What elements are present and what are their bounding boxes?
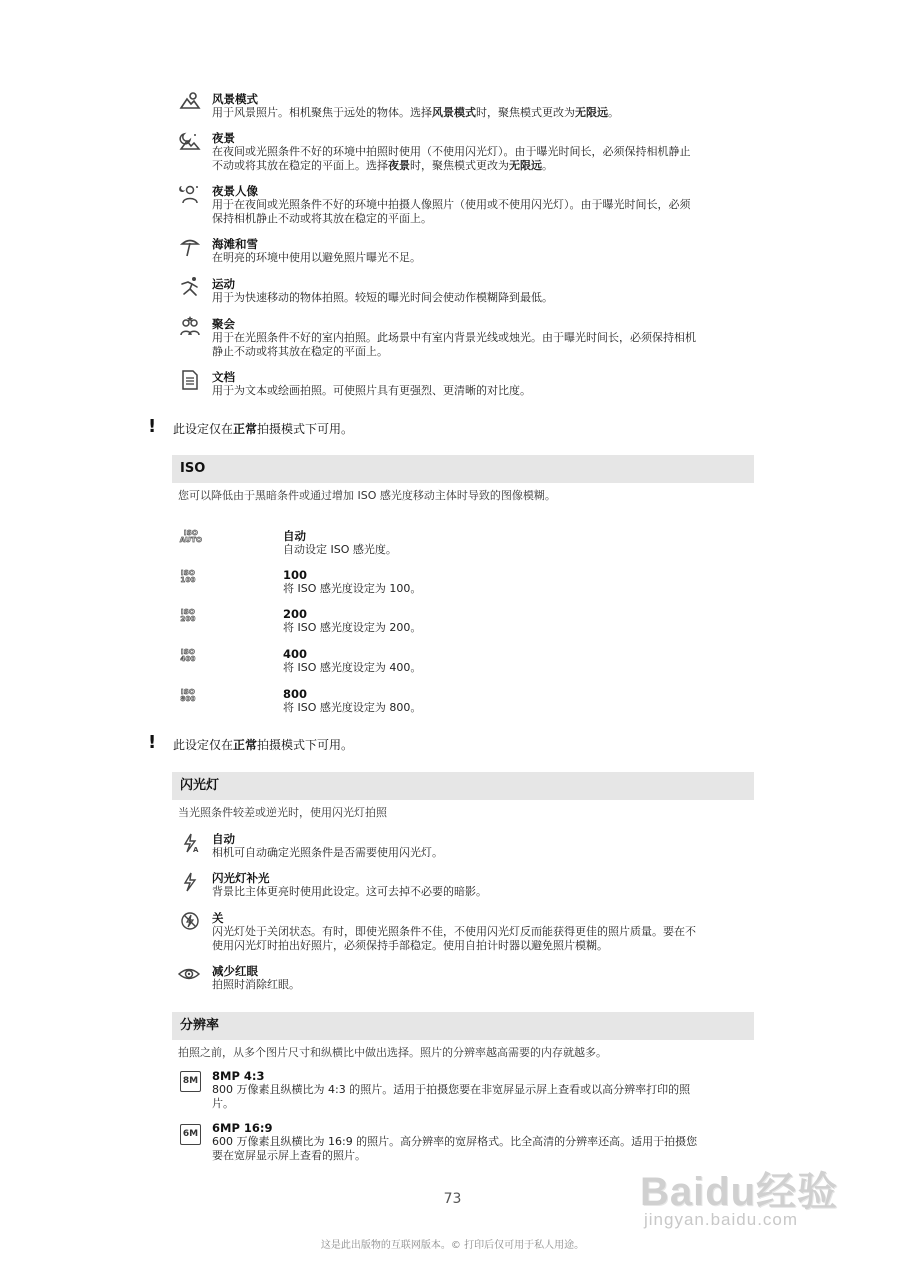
warning-icon: ! — [148, 732, 157, 753]
iso-option-desc: 将 ISO 感光度设定为 200。 — [283, 621, 422, 634]
iso-200-icon: ISO 200 — [180, 608, 196, 623]
page-number: 73 — [443, 1191, 462, 1207]
warning-icon: ! — [148, 416, 157, 437]
flash-option-title: 自动 — [212, 832, 235, 846]
flash-option-title: 减少红眼 — [212, 964, 258, 978]
8mp-icon: 8M — [180, 1071, 201, 1092]
iso-option-title: 100 — [283, 568, 308, 582]
iso-option-title: 400 — [283, 647, 308, 661]
watermark-url: jingyan.baidu.com — [644, 1210, 799, 1229]
flash-option-desc: 拍照时消除红眼。 — [212, 978, 300, 991]
sports-runner-icon — [179, 275, 201, 297]
scene-desc: 用于风景照片。相机聚焦于远处的物体。选择风景模式时，聚焦模式更改为无限远。 — [212, 106, 619, 119]
6mp-icon: 6M — [180, 1124, 201, 1145]
scene-desc: 用于在夜间或光照条件不好的环境中拍摄人像照片（使用或不使用闪光灯）。由于曝光时间长，必须 — [212, 198, 691, 211]
iso-option-title: 自动 — [283, 529, 306, 543]
iso-400-icon: ISO 400 — [180, 648, 196, 663]
scene-title: 风景模式 — [212, 92, 258, 106]
flash-section-desc: 当光照条件较差或逆光时，使用闪光灯拍照 — [178, 806, 387, 819]
iso-section-desc: 您可以降低由于黑暗条件或通过增加 ISO 感光度移动主体时导致的图像模糊。 — [178, 489, 556, 502]
scene-desc: 在明亮的环境中使用以避免照片曝光不足。 — [212, 251, 421, 264]
iso-option-title: 200 — [283, 607, 308, 621]
beach-umbrella-icon — [179, 236, 201, 258]
flash-off-icon — [179, 910, 201, 932]
scene-title: 聚会 — [212, 317, 235, 331]
mode-note: 此设定仅在正常拍摄模式下可用。 — [173, 738, 354, 752]
iso-option-desc: 将 ISO 感光度设定为 100。 — [283, 582, 422, 595]
iso-option-desc: 自动设定 ISO 感光度。 — [283, 543, 397, 556]
iso-auto-icon: ISO AUTO — [179, 529, 203, 544]
resolution-option-desc: 片。 — [212, 1097, 234, 1110]
flash-fill-icon — [179, 871, 201, 893]
iso-option-desc: 将 ISO 感光度设定为 400。 — [283, 661, 422, 674]
resolution-section-desc: 拍照之前，从多个图片尺寸和纵横比中做出选择。照片的分辨率越高需要的内存就越多。 — [178, 1046, 607, 1059]
flash-auto-icon — [179, 832, 201, 854]
footer-note: 这是此出版物的互联网版本。© 打印后仅可用于私人用途。 — [320, 1240, 585, 1251]
flash-option-desc: 背景比主体更亮时使用此设定。这可去掉不必要的暗影。 — [212, 885, 487, 898]
scene-desc: 不动或将其放在稳定的平面上。选择夜景时，聚焦模式更改为无限远。 — [212, 159, 553, 172]
mode-note: 此设定仅在正常拍摄模式下可用。 — [173, 422, 354, 436]
baidu-watermark — [640, 1160, 890, 1240]
scene-desc: 用于在光照条件不好的室内拍照。此场景中有室内背景光线或烛光。由于曝光时间长，必须保持相机 — [212, 331, 696, 344]
night-scene-icon — [179, 130, 201, 152]
red-eye-icon — [177, 963, 201, 985]
scene-desc: 保持相机静止不动或将其放在稳定的平面上。 — [212, 212, 432, 225]
scene-title: 运动 — [212, 277, 235, 291]
iso-option-title: 800 — [283, 687, 308, 701]
resolution-option-desc: 800 万像素且纵横比为 4:3 的照片。适用于拍摄您要在非宽屏显示屏上查看或以高分辨率打印的照 — [212, 1083, 691, 1096]
iso-option-desc: 将 ISO 感光度设定为 800。 — [283, 701, 422, 714]
resolution-option-title: 8MP 4:3 — [212, 1069, 265, 1083]
iso-100-icon: ISO 100 — [180, 569, 196, 584]
svg-text:A: A — [193, 846, 199, 854]
scene-desc: 静止不动或将其放在稳定的平面上。 — [212, 345, 388, 358]
iso-800-icon: ISO 800 — [180, 688, 196, 703]
night-portrait-icon — [179, 183, 201, 205]
scene-desc: 用于为文本或绘画拍照。可使照片具有更强烈、更清晰的对比度。 — [212, 384, 531, 397]
flash-option-desc: 闪光灯处于关闭状态。有时，即使光照条件不佳，不使用闪光灯反而能获得更佳的照片质量。要在不 — [212, 925, 696, 938]
scene-desc: 在夜间或光照条件不好的环境中拍照时使用（不使用闪光灯）。由于曝光时间长，必须保持相机静止 — [212, 145, 691, 158]
watermark-brand: Baidu经验 — [640, 1170, 839, 1214]
landscape-icon — [179, 90, 201, 112]
iso-section-header: ISO — [172, 455, 754, 483]
scene-desc: 用于为快速移动的物体拍照。较短的曝光时间会使动作模糊降到最低。 — [212, 291, 553, 304]
flash-option-desc: 使用闪光灯时拍出好照片，必须保持手部稳定。使用自拍计时器以避免照片模糊。 — [212, 939, 608, 952]
party-icon — [179, 315, 201, 337]
flash-section-header: 闪光灯 — [172, 772, 754, 800]
document-icon — [179, 369, 201, 391]
resolution-section-header: 分辨率 — [172, 1012, 754, 1040]
resolution-option-desc: 600 万像素且纵横比为 16:9 的照片。高分辨率的宽屏格式。比全高清的分辨率还高。适用于拍摄您 — [212, 1135, 698, 1148]
scene-title: 夜景人像 — [212, 184, 258, 198]
scene-title: 海滩和雪 — [212, 237, 258, 251]
flash-option-title: 关 — [212, 911, 224, 925]
scene-title: 文档 — [212, 370, 235, 384]
flash-option-title: 闪光灯补光 — [212, 871, 270, 885]
resolution-option-title: 6MP 16:9 — [212, 1121, 273, 1135]
scene-title: 夜景 — [212, 131, 235, 145]
flash-option-desc: 相机可自动确定光照条件是否需要使用闪光灯。 — [212, 846, 443, 859]
resolution-option-desc: 要在宽屏显示屏上查看的照片。 — [212, 1149, 366, 1162]
